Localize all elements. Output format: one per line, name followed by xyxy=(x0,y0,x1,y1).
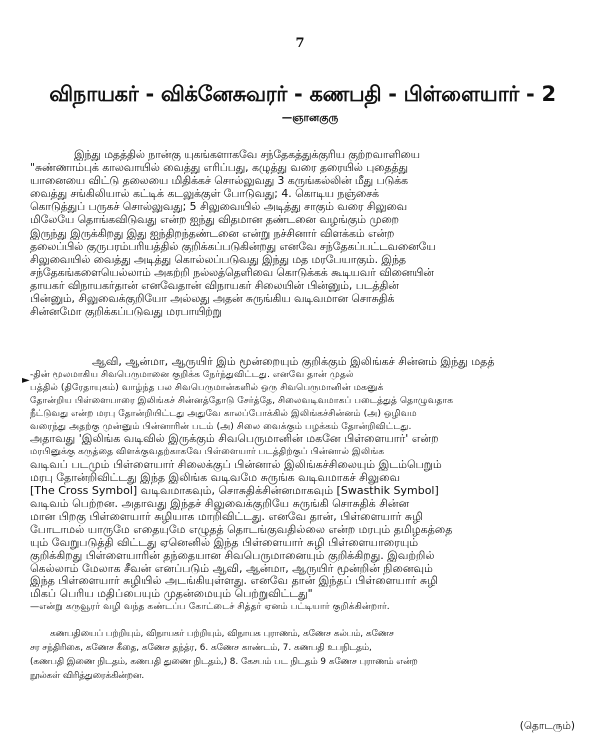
text-line: வடிவம் பெற்றன. அதாவது இந்தச் சிலுவைக்குறியே சுருங்கி சொசுதிக் சின்ன xyxy=(30,497,410,510)
text-line: மரபினுக்கு கருத்தை விளக்குவதற்காகவே பிள்ளையார் படத்திற்குப் பின்னால் இலிங்க xyxy=(30,446,385,458)
text-line: மான பிறகு பிள்ளையார் சுழியாக மாறிவிட்டது. எனவே தான், பிள்ளையார் சுழி xyxy=(30,510,423,523)
article-title: விநாயகர் - விக்னேசுவரர் - கணபதி - பிள்ளையார் - 2 xyxy=(49,82,556,106)
text-line: மிலேயே தொங்கவிடுவது என்ற ஐந்து விதமான தண்டனை வழங்கும் முறை xyxy=(30,213,399,227)
margin-arrow-icon: ► xyxy=(22,375,30,386)
page-number: 7 xyxy=(295,36,305,51)
paragraph-3 xyxy=(30,627,575,683)
text-line: மரபு தோன்றிவிட்டது இந்த இலிங்க வடிவமே சுருங்க வடிவமாகச் சிலுவை xyxy=(30,472,401,485)
text-line: இந்து மதத்தில் நான்கு யுகங்களாகவே சந்தேகத்துக்குரிய குற்றவாளியை xyxy=(74,148,420,161)
text-line: தோன்றிய பிள்ளையாரை இலிங்கச் சின்னத்தோடு சேர்த்தே, சிலைவடிவமாகப் படைத்துத் தொழுவதாக xyxy=(30,394,454,406)
text-line: [The Cross Symbol] வடிவமாகவும், சொசுதிக்சின்னமாகவும் [Swasthik Symbol] xyxy=(30,485,439,498)
text-line: கணபதியைப் பற்றியும், விநாயகர் பற்றியும், விநாயக புராணம், கணேச கல்பம், கணேச xyxy=(50,629,394,639)
text-line: இருந்து இருக்கிறது இது ஐந்திறந்தண்டனை என்று நச்சினார் விளக்கம் என்ற xyxy=(30,226,395,240)
text-line: "சுண்ணாம்புக் காலவாயில் வைத்து எரிப்பது, கழுத்து வரை தரையில் புதைத்து xyxy=(30,161,408,175)
text-line: ஆவி, ஆன்மா, ஆருயிர் இம் மூன்றையும் குறிக்கும் இலிங்கச் சின்னம் இந்து மதத் xyxy=(92,356,495,368)
text-line: —என்று கருவூரர் வழி வந்த கண்டப்ப கோட்டைச் சித்தர் ஏனம் பட்டியார் குறிக்கின்றார். xyxy=(30,601,390,613)
text-line: -தின் மூலமாகிய சிவபெருமானை குறிக்க நேர்ந்துவிட்டது. எனவே தான் முதல் xyxy=(30,368,354,380)
text-line: வரைந்து அதற்கு முன்னும் பின்னாரின் படம் (அ) சிலை வைக்கும் பழக்கம் தோன்றிவிட்டது. xyxy=(30,420,412,432)
text-line: நூல்கள் விரித்துரைக்கின்றன. xyxy=(30,671,145,681)
text-line: வைத்து சங்கிலியால் கட்டிக் கடலுக்குள் போடுவது; 4. கொடிய நஞ்சைக் xyxy=(30,187,379,201)
text-line: பத்தில் (திரேதாயுகம்) வாழ்ந்த பல சிவபெருமான்களில் ஒரு சிவபெருமானின் மகனுக் xyxy=(30,381,384,393)
text-line: போடாமல் யாருமே எதையுமே எழுதத் தொடங்குவதில்லை என்ற மரபும் தமிழகத்தை xyxy=(30,523,453,536)
text-line: சிலுவையில் வைத்து அடித்து கொல்லப்படுவது இந்து மத மரபேயாகும். இந்த xyxy=(30,252,406,266)
text-line: சர சந்திரிகை, கணேச கீதை, கணேச தந்த்ர, 6. கணேச காண்டம், 7. கணபதி உபநிடதம், xyxy=(30,643,372,653)
paragraph-1 xyxy=(30,148,575,318)
text-line: சந்தேகங்களையெல்லாம் அகற்றி நல்லத்தெளிவை கொடுக்கக் கூடியவர் வினையின் xyxy=(30,265,434,279)
text-line: தாயகர் விநாயகர்தான் எனவேதான் விநாயகர் சிலையின் பின்னும், படத்தின் xyxy=(30,278,399,292)
text-line: பின்னும், சிலுவைக்குறியோ அல்லது அதன் சுருங்கிய வடிவமான சொசுதிக் xyxy=(30,292,395,306)
text-line: யும் வேறுபடுத்தி விட்டது ஏனெனில் இந்த பிள்ளையார் சுழி பிள்ளையாரையும் xyxy=(30,536,419,549)
text-line: கெல்லாம் மேலாக சீவன் எனப்படும் ஆவி, ஆன்மா, ஆருயிர் மூன்றின் நினைவும் xyxy=(30,562,433,575)
text-line: குறிக்கிறது பிள்ளையாரின் தந்தையான சிவபெருமானையும் குறிக்கிறது. இவற்றில் xyxy=(30,549,435,562)
text-line: யானையை விட்டு தலையை மிதிக்கச் சொல்லுவது 3 கருங்கல்லின் மீது படுக்க xyxy=(30,174,408,188)
text-line: வடிவப் படமும் பிள்ளையார் சிலைக்குப் பின்னால் இலிங்கச்சிலையும் இடம்பெறும் xyxy=(30,459,442,472)
text-line: இந்த பிள்ளையார் சுழியில் அடங்கியுள்ளது. எனவே தான் இந்தப் பிள்ளையார் சுழி xyxy=(30,575,438,588)
text-line: மிகப் பெரிய மதிப்பையும் முதன்மையும் பெற்றுவிட்டது" xyxy=(30,588,313,601)
text-line: சின்னமோ குறிக்கப்படுவது மரபாயிற்று xyxy=(30,305,222,319)
text-line: நீட்டுவது என்ற மரபு தோன்றியிட்டது அதுவே காலப்போக்கில் இலிங்கச்சின்னம் (அ) ஒழிவம xyxy=(30,407,417,419)
text-line: அதாவது 'இலிங்க வடிவில் இருக்கும் சிவபெருமானின் மகனே பிள்ளையார்' என்ற xyxy=(30,433,439,446)
continued-note: (தொடரும்) xyxy=(519,720,575,732)
text-line: தலைப்பில் குருபரம்பரியத்தில் குறிக்கப்படுகின்றது எனவே சந்தேகப்பட்டவனையே xyxy=(30,239,436,253)
text-line: (கணபதி இணை நிடதம், கணபதி துணை நிடதம்,) 8. கேசபம் பட நிடதம் 9 கணேச புராணம் என்ற xyxy=(30,657,418,667)
author-byline: —ஞானகுரு xyxy=(281,112,339,124)
text-line: கொடுத்துப் பருகச் சொல்லுவது; 5 சிலுவையில் அடித்து சாகும் வரை சிலுவை xyxy=(30,200,407,214)
paragraph-2 xyxy=(30,356,575,614)
